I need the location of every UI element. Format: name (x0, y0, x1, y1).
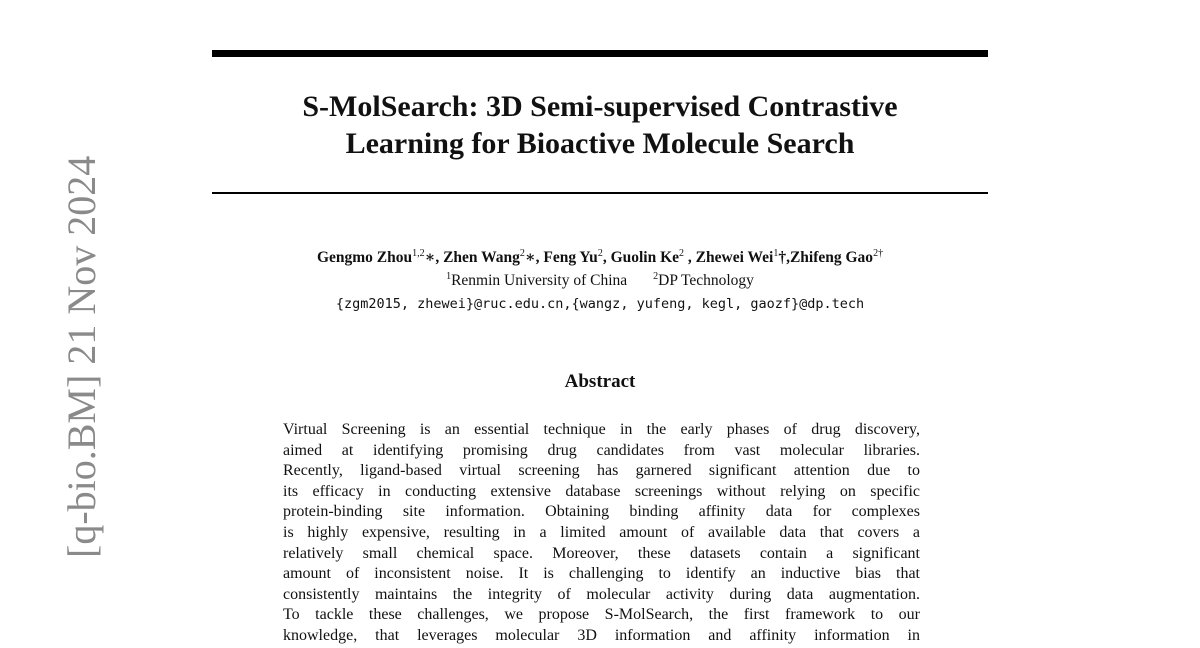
title-line-2: Learning for Bioactive Molecule Search (345, 127, 855, 160)
title-top-rule (212, 50, 988, 57)
abstract-line: protein-binding site information. Obtaining binding affinity data for complexes (283, 503, 920, 521)
abstract-line: consistently maintains the integrity of molecular activity during data augmentation. (283, 585, 920, 603)
abstract-line: its efficacy in conducting extensive database screenings without relying on specific (283, 482, 920, 500)
affiliation-name: DP Technology (658, 272, 754, 289)
abstract-line: To tackle these challenges, we propose S-MolSearch, the first framework to our (283, 606, 920, 624)
author-name: Guolin Ke (610, 249, 680, 266)
author-suffix: , (602, 249, 607, 266)
author-mark: 2 (519, 248, 525, 259)
author-name: Zhewei Wei (695, 249, 774, 266)
author-suffix: †, (778, 249, 790, 266)
author-suffix: , (684, 249, 692, 266)
author-emails: {zgm2015, zhewei}@ruc.edu.cn,{wangz, yufeng, kegl, gaozf}@dp.tech (335, 296, 865, 312)
author-mark: 2 (597, 248, 603, 259)
abstract-line: Virtual Screening is an essential technique in the early phases of drug discovery, (283, 421, 920, 438)
abstract-line: aimed at identifying promising drug candidates from vast molecular libraries. (283, 441, 920, 459)
abstract-line: knowledge, that leverages molecular 3D information and affinity information in (283, 626, 920, 644)
author-suffix: ∗, (424, 249, 440, 266)
author-mark: 1 (773, 248, 779, 259)
abstract-line: is highly expensive, resulting in a limited amount of available data that covers a (283, 523, 920, 541)
author-mark: 2 (679, 248, 685, 259)
title-line-1: S-MolSearch: 3D Semi-supervised Contrastive (302, 90, 898, 123)
author-name: Gengmo Zhou (316, 249, 413, 266)
author-mark: 1,2 (412, 248, 425, 259)
paper-title (212, 88, 988, 162)
author-name: Zhifeng Gao (789, 249, 874, 266)
affiliation-list (212, 271, 988, 291)
affiliation-mark: 2 (653, 271, 659, 282)
affiliation-name: Renmin University of China (451, 272, 628, 289)
abstract-body (283, 420, 920, 647)
affiliation-mark: 1 (446, 271, 452, 282)
author-name: Feng Yu (543, 249, 598, 266)
abstract-line: relatively small chemical space. Moreover, these datasets contain a significant (283, 544, 920, 562)
author-list (212, 248, 988, 268)
title-bottom-rule (212, 192, 988, 194)
abstract-line: Recently, ligand-based virtual screening has garnered significant attention due to (283, 462, 920, 480)
abstract-line: amount of inconsistent noise. It is challenging to identify an inductive bias that (283, 565, 920, 583)
arxiv-stamp: [q-bio.BM] 21 Nov 2024 (59, 155, 104, 558)
author-name: Zhen Wang (443, 249, 520, 266)
author-suffix: ∗, (524, 249, 540, 266)
abstract-heading: Abstract (564, 371, 636, 392)
author-mark: 2† (873, 248, 884, 259)
